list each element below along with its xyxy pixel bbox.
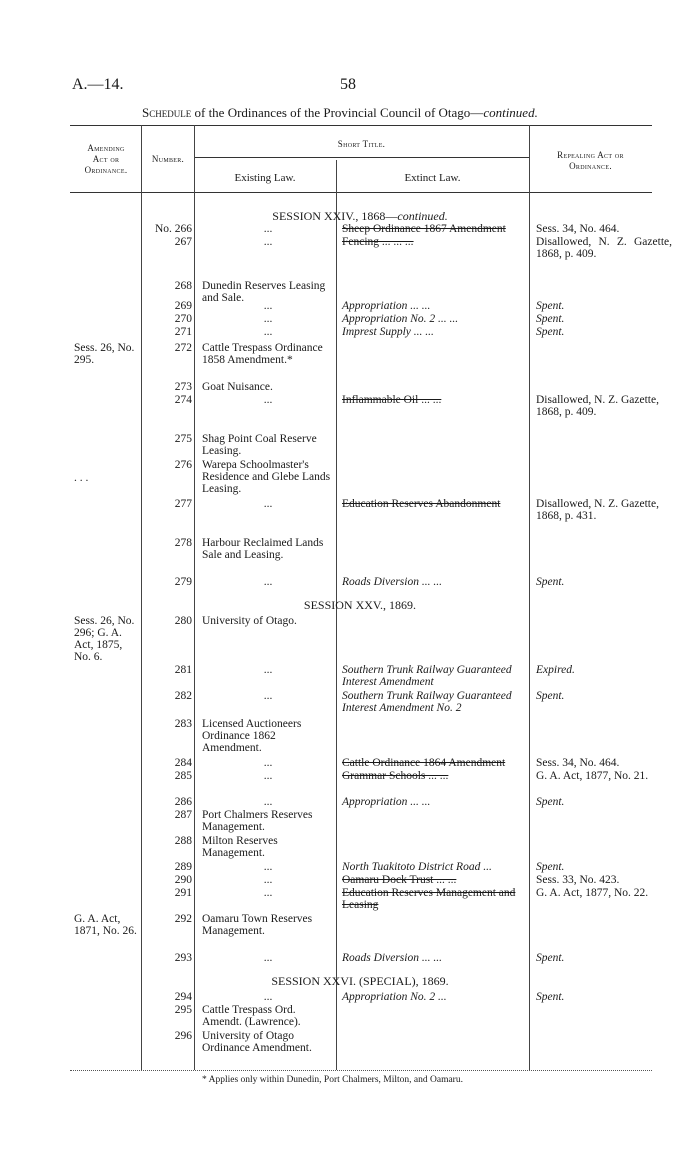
existing-law <box>202 952 334 964</box>
existing-law <box>202 874 334 886</box>
footnote: * Applies only within Dunedin, Port Chalmers, Milton, and Oamaru. <box>202 1075 463 1085</box>
repealing-act: Sess. 34, No. 464. <box>536 757 620 769</box>
amending-act: Sess. 26, No. 296; G. A. Act, 1875, No. 6. <box>74 615 135 663</box>
extinct-law: Southern Trunk Railway Guaranteed Interest Amendment No. 2 <box>342 690 512 714</box>
existing-law: Warepa Schoolmaster's Residence and Glebe Lands Leasing. <box>202 459 331 495</box>
existing-law-text: ... <box>263 861 273 873</box>
existing-law <box>202 690 334 702</box>
existing-law: Licensed Auctioneers Ordinance 1862 Amendment. <box>202 718 302 754</box>
existing-law: Shag Point Coal Reserve Leasing. <box>202 433 317 457</box>
extinct-law: North Tuakitoto District Road ... <box>342 861 492 873</box>
row-number: 279 <box>174 576 192 588</box>
row-number: 283 <box>174 718 192 730</box>
row-number: 277 <box>174 498 192 510</box>
repealing-act: Expired. <box>536 664 575 676</box>
existing-law: Milton Reserves Management. <box>202 835 278 859</box>
row-number: 292 <box>174 913 192 925</box>
row-number: 281 <box>174 664 192 676</box>
existing-law <box>202 757 334 769</box>
existing-law-text: ... <box>263 991 273 1003</box>
existing-law <box>202 313 334 325</box>
session-heading-24 <box>190 209 530 224</box>
existing-law: Dunedin Reserves Leasing and Sale. <box>202 280 326 304</box>
col-divider-1 <box>141 125 142 1070</box>
number-header: Number. <box>151 154 185 164</box>
existing-law <box>202 861 334 873</box>
row-number: 291 <box>174 887 192 899</box>
title-lead: Schedule <box>142 105 192 120</box>
existing-law: Port Chalmers Reserves Management. <box>202 809 313 833</box>
repealing-act: Sess. 33, No. 423. <box>536 874 620 886</box>
amending-act: Sess. 26, No. 295. <box>74 342 135 366</box>
document-reference: A.—14. <box>72 76 124 93</box>
existing-law-text: ... <box>263 300 273 312</box>
row-number: 278 <box>174 537 192 549</box>
repealing-act: Spent. <box>536 326 565 338</box>
short-title-rule <box>194 157 529 158</box>
existing-law-text: ... <box>263 952 273 964</box>
extinct-law: Appropriation No. 2 ... ... <box>342 313 459 325</box>
title-rest: of the Ordinances of the Provincial Council of Otago— <box>191 105 484 120</box>
repealing-act: Spent. <box>536 952 565 964</box>
row-number: 296 <box>174 1030 192 1042</box>
extinct-law: Roads Diversion ... ... <box>342 576 442 588</box>
existing-law-text: ... <box>263 690 273 702</box>
row-number: 285 <box>174 770 192 782</box>
existing-law <box>202 498 334 510</box>
existing-law-text: ... <box>263 498 273 510</box>
repealing-act: Spent. <box>536 796 565 808</box>
repealing-act: Spent. <box>536 991 565 1003</box>
existing-law-header: Existing Law. <box>234 172 296 184</box>
repealing-act: Disallowed, N. Z. Gazette, 1868, p. 431. <box>536 498 659 522</box>
extinct-law: Cattle Ordinance 1864 Amendment <box>342 757 506 769</box>
extinct-law: Imprest Supply ... ... <box>342 326 434 338</box>
amending-header: Amending Act or Ordinance. <box>84 143 128 175</box>
repealing-act: G. A. Act, 1877, No. 21. <box>536 770 649 782</box>
row-number: 272 <box>174 342 192 354</box>
existing-law <box>202 796 334 808</box>
existing-law <box>202 887 334 899</box>
existing-law-text: ... <box>263 326 273 338</box>
schedule-title <box>142 105 538 121</box>
extinct-law: Education Reserves Abandonment <box>342 498 501 510</box>
extinct-law: Oamaru Dock Trust ... ... <box>342 874 457 886</box>
existing-law: Cattle Trespass Ord. Amendt. (Lawrence). <box>202 1004 301 1028</box>
repealing-act: Disallowed, N. Z. Gazette, 1868, p. 409. <box>536 236 672 260</box>
repealing-act: Spent. <box>536 576 565 588</box>
row-number: 290 <box>174 874 192 886</box>
existing-law <box>202 326 334 338</box>
existing-law: Cattle Trespass Ordinance 1858 Amendment.* <box>202 342 323 366</box>
existing-law-text: ... <box>263 887 273 899</box>
row-number: 284 <box>174 757 192 769</box>
row-number: 268 <box>174 280 192 292</box>
extinct-law: Fencing ... ... ... <box>342 236 414 248</box>
row-number: 286 <box>174 796 192 808</box>
row-number: 269 <box>174 300 192 312</box>
existing-law-text: ... <box>263 394 273 406</box>
existing-law-text: ... <box>263 236 273 248</box>
existing-law <box>202 576 334 588</box>
row-number: 267 <box>174 236 192 248</box>
session-heading-26: SESSION XXVI. (SPECIAL), 1869. <box>271 974 449 988</box>
row-number: 275 <box>174 433 192 445</box>
repealing-act: Disallowed, N. Z. Gazette, 1868, p. 409. <box>536 394 659 418</box>
short-title-header: Short Title. <box>337 139 386 149</box>
row-number: 293 <box>174 952 192 964</box>
existing-law: Harbour Reclaimed Lands Sale and Leasing. <box>202 537 324 561</box>
page-number: 58 <box>340 76 356 93</box>
existing-law: Goat Nuisance. <box>202 381 273 393</box>
existing-law-text: ... <box>263 757 273 769</box>
extinct-law: Grammar Schools ... ... <box>342 770 449 782</box>
col-divider-3 <box>336 160 337 1070</box>
existing-law <box>202 236 334 248</box>
row-number: 271 <box>174 326 192 338</box>
existing-law-text: ... <box>263 313 273 325</box>
extinct-law-header: Extinct Law. <box>404 172 461 184</box>
existing-law <box>202 300 334 312</box>
extinct-law: Education Reserves Management and Leasing <box>342 887 516 911</box>
extinct-law: Appropriation ... ... <box>342 300 431 312</box>
row-number: 294 <box>174 991 192 1003</box>
existing-law <box>202 770 334 782</box>
existing-law-text: ... <box>263 223 273 235</box>
extinct-law: Roads Diversion ... ... <box>342 952 442 964</box>
repealing-act: Spent. <box>536 690 565 702</box>
extinct-law: Inflammable Oil ... ... <box>342 394 442 406</box>
row-number: 270 <box>174 313 192 325</box>
existing-law-text: ... <box>263 874 273 886</box>
row-number: 287 <box>174 809 192 821</box>
existing-law: Oamaru Town Reserves Management. <box>202 913 313 937</box>
row-number: 282 <box>174 690 192 702</box>
table-bottom-rule <box>70 1070 652 1071</box>
repealing-header: Repealing Act or Ordinance. <box>557 150 624 171</box>
existing-law: University of Otago. <box>202 615 297 627</box>
repealing-act: G. A. Act, 1877, No. 22. <box>536 887 649 899</box>
session-24-label: SESSION XXIV., 1868— <box>272 209 398 223</box>
repealing-act: Spent. <box>536 300 565 312</box>
extinct-law: Sheep Ordinance 1867 Amendment <box>342 223 506 235</box>
existing-law-text: ... <box>263 576 273 588</box>
session-heading-25: SESSION XXV., 1869. <box>303 598 417 612</box>
existing-law-text: ... <box>263 796 273 808</box>
repealing-act: Spent. <box>536 861 565 873</box>
amending-act: . . . <box>74 472 89 484</box>
extinct-law: Appropriation ... ... <box>342 796 431 808</box>
row-number: 280 <box>174 615 192 627</box>
title-italic: continued. <box>483 105 538 120</box>
existing-law-text: ... <box>263 664 273 676</box>
existing-law-text: ... <box>263 770 273 782</box>
row-number: 288 <box>174 835 192 847</box>
existing-law: University of Otago Ordinance Amendment. <box>202 1030 312 1054</box>
row-number: 295 <box>174 1004 192 1016</box>
extinct-law: Appropriation No. 2 ... <box>342 991 447 1003</box>
row-number: 289 <box>174 861 192 873</box>
existing-law <box>202 664 334 676</box>
row-number: 273 <box>174 381 192 393</box>
amending-act: G. A. Act, 1871, No. 26. <box>74 913 137 937</box>
repealing-act: Sess. 34, No. 464. <box>536 223 620 235</box>
existing-law <box>202 394 334 406</box>
existing-law <box>202 991 334 1003</box>
repealing-act: Spent. <box>536 313 565 325</box>
row-number: 274 <box>174 394 192 406</box>
session-24-continued: continued. <box>397 209 448 223</box>
row-number: No. 266 <box>154 223 192 235</box>
table-top-rule <box>70 125 652 126</box>
row-number: 276 <box>174 459 192 471</box>
extinct-law: Southern Trunk Railway Guaranteed Interest Amendment <box>342 664 512 688</box>
table-header-rule <box>70 192 652 193</box>
existing-law <box>202 223 334 235</box>
